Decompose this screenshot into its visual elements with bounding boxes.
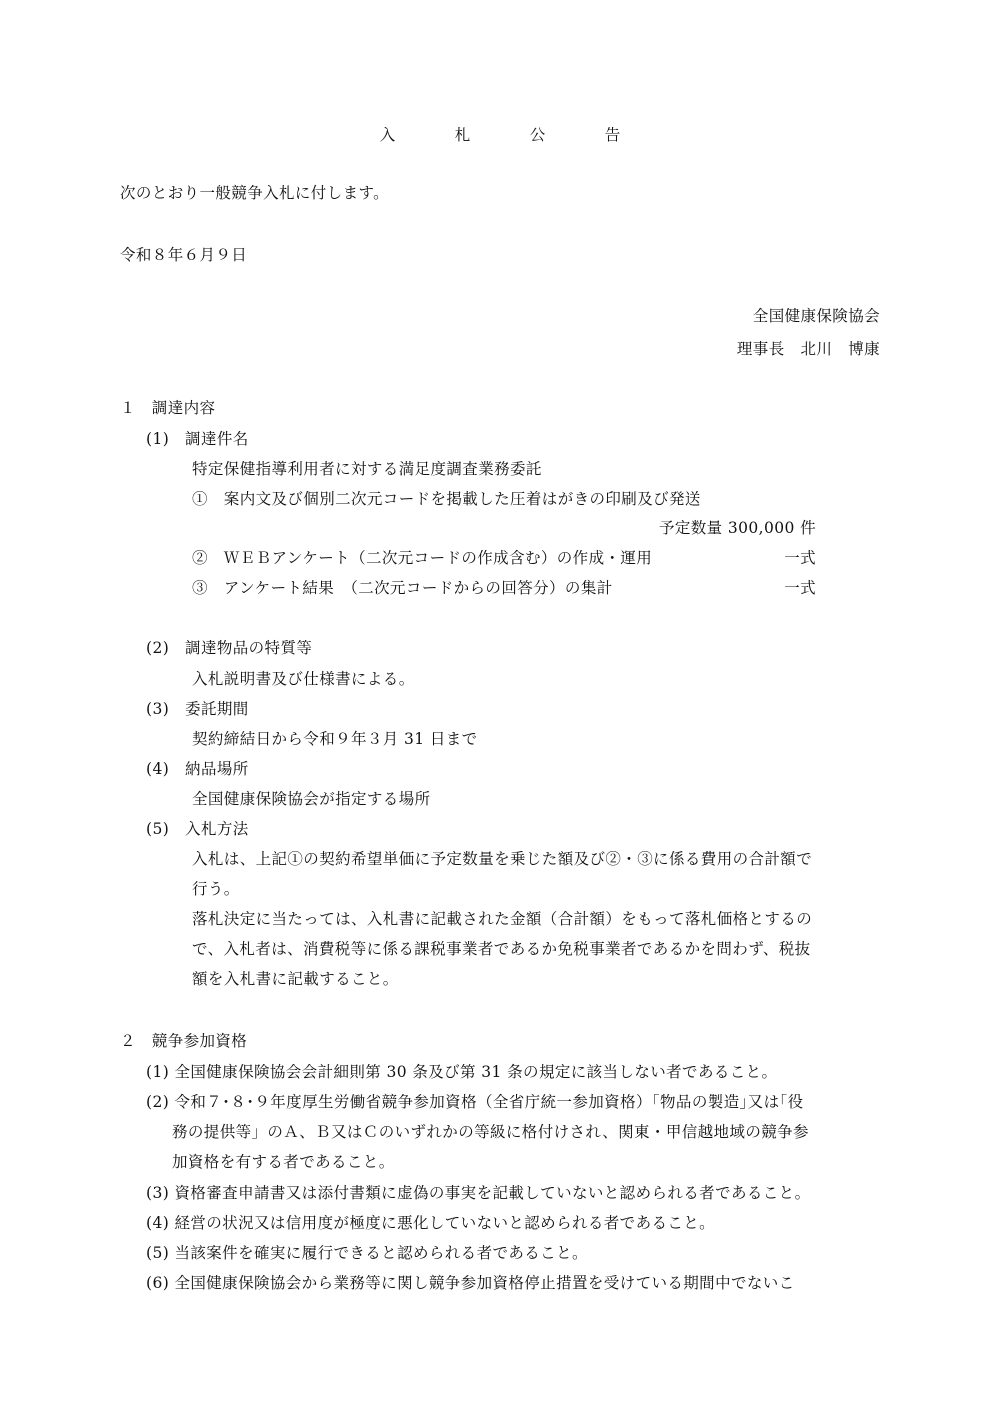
subsection-1-2-body: 入札説明書及び仕様書による。 bbox=[192, 670, 415, 688]
qualification-1: (1) 全国健康保険協会会計細則第 30 条及び第 31 条の規定に該当しない者であること。 bbox=[146, 1063, 778, 1081]
bid-method-line-2: 行う。 bbox=[192, 880, 240, 898]
subsection-1-3-heading: (3) 委託期間 bbox=[146, 700, 249, 718]
issuer-org: 全国健康保険協会 bbox=[752, 307, 880, 325]
bid-method-line-5: 額を入札書に記載すること。 bbox=[192, 970, 399, 988]
bid-method-line-1: 入札は、上記①の契約希望単価に予定数量を乗じた額及び②・③に係る費用の合計額で bbox=[192, 850, 813, 868]
qualification-2-line-3: 加資格を有する者であること。 bbox=[172, 1153, 395, 1171]
subsection-1-3-body: 契約締結日から令和９年３月 31 日まで bbox=[192, 730, 478, 748]
item-1-text: ① 案内文及び個別二次元コードを掲載した圧着はがきの印刷及び発送 bbox=[192, 490, 701, 508]
qualification-4: (4) 経営の状況又は信用度が極度に悪化していないと認められる者であること。 bbox=[146, 1214, 716, 1232]
procurement-subject: 特定保健指導利用者に対する満足度調査業務委託 bbox=[192, 460, 542, 478]
intro-text: 次のとおり一般競争入札に付します。 bbox=[120, 184, 390, 202]
qualification-5: (5) 当該案件を確実に履行できると認められる者であること。 bbox=[146, 1244, 588, 1262]
item-2-text: ② ＷＥＢアンケート（二次元コードの作成含む）の作成・運用 bbox=[192, 549, 653, 567]
qualification-6: (6) 全国健康保険協会から業務等に関し競争参加資格停止措置を受けている期間中でないこ bbox=[146, 1274, 795, 1292]
qualification-3: (3) 資格審査申請書又は添付書類に虚偽の事実を記載していないと認められる者であること。 bbox=[146, 1184, 811, 1202]
document-title: 入 札 公 告 bbox=[379, 126, 643, 144]
item-2-quantity: 一式 bbox=[784, 549, 816, 567]
item-3-quantity: 一式 bbox=[784, 579, 816, 597]
bid-method-line-3: 落札決定に当たっては、入札書に記載された金額（合計額）をもって落札価格とするの bbox=[192, 910, 813, 928]
section-1-heading: １ 調達内容 bbox=[120, 399, 216, 417]
item-1-quantity: 予定数量 300,000 件 bbox=[658, 519, 816, 537]
notice-date: 令和８年６月９日 bbox=[120, 246, 248, 264]
subsection-1-4-heading: (4) 納品場所 bbox=[146, 760, 249, 778]
qualification-2-line-1: (2) 令和７･８･９年度厚生労働省競争参加資格（全省庁統一参加資格）｢物品の製造｣又は｢役 bbox=[146, 1093, 804, 1111]
subsection-1-4-body: 全国健康保険協会が指定する場所 bbox=[192, 790, 431, 808]
issuer-person: 理事長 北川 博康 bbox=[736, 340, 880, 358]
subsection-1-1-heading: (1) 調達件名 bbox=[146, 430, 249, 448]
item-3-text: ③ アンケート結果 （二次元コードからの回答分）の集計 bbox=[192, 579, 613, 597]
subsection-1-5-heading: (5) 入札方法 bbox=[146, 820, 249, 838]
section-2-heading: ２ 競争参加資格 bbox=[120, 1032, 248, 1050]
subsection-1-2-heading: (2) 調達物品の特質等 bbox=[146, 639, 313, 657]
qualification-2-line-2: 務の提供等」のＡ、Ｂ又はＣのいずれかの等級に格付けされ、関東・甲信越地域の競争参 bbox=[172, 1123, 809, 1141]
bid-method-line-4: で、入札者は、消費税等に係る課税事業者であるか免税事業者であるかを問わず、税抜 bbox=[192, 940, 811, 958]
